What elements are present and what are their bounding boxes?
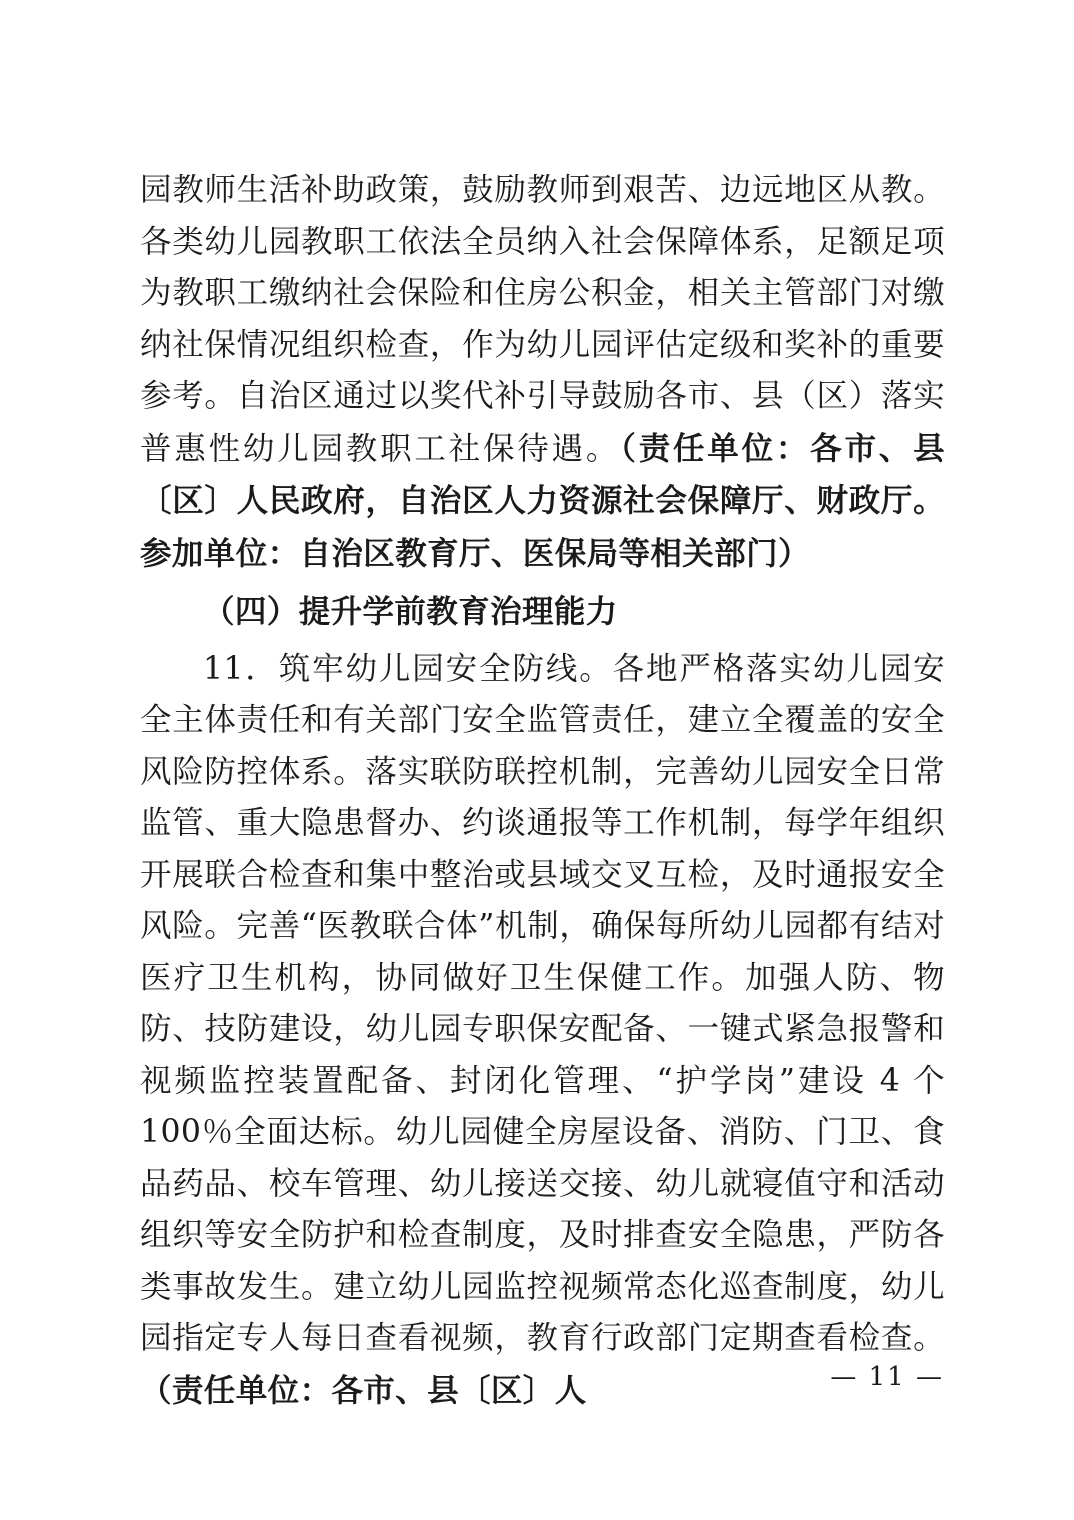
page-body	[140, 165, 945, 1417]
paragraph-text-bold-responsible-units: （责任单位：各市、县〔区〕人民政府，自治区人力资源社会保障厅、财政厅。参加单位：自治区教育厅、医保局等相关部门）	[140, 429, 945, 572]
page-number: — 11 —	[830, 1362, 944, 1392]
paragraph-text-bold-responsible-units: （责任单位：各市、县〔区〕人	[140, 1371, 587, 1409]
paragraph-item-11-safety	[140, 644, 945, 1418]
paragraph-teacher-benefits	[140, 165, 945, 580]
paragraph-text-normal: 11．筑牢幼儿园安全防线。各地严格落实幼儿园安全主体责任和有关部门安全监管责任，建立全覆盖的安全风险防控体系。落实联防联控机制，完善幼儿园安全日常监管、重大隐患督办、约谈通报等工作机制，每学年组织开展联合检查和集中整治或县域交叉互检，及时通报安全风险。完善“医教联合体”机制，确保每所幼儿园都有结对医疗卫生机构，协同做好卫生保健工作。加强人防、物防、技防建设，幼儿园专职保安配备、一键式紧急报警和视频监控装置配备、封闭化管理、“护学岗”建设 4 个 100％全面达标。幼儿园健全房屋设备、消防、门卫、食品药品、校车管理、幼儿接送交接、幼儿就寝值守和活动组织等安全防护和检查制度，及时排查安全隐患，严防各类事故发生。建立幼儿园监控视频常态化巡查制度，幼儿园指定专人每日查看视频，教育行政部门定期查看检查。	[140, 650, 945, 1356]
section-heading-four: （四）提升学前教育治理能力	[203, 593, 618, 630]
paragraph-text-normal: 园教师生活补助政策，鼓励教师到艰苦、边远地区从教。各类幼儿园教职工依法全员纳入社会保障体系，足额足项为教职工缴纳社会保险和住房公积金，相关主管部门对缴纳社保情况组织检查，作为幼儿园评估定级和奖补的重要参考。自治区通过以奖代补引导鼓励各市、县（区）落实普惠性幼儿园教职工社保待遇。	[140, 172, 945, 467]
